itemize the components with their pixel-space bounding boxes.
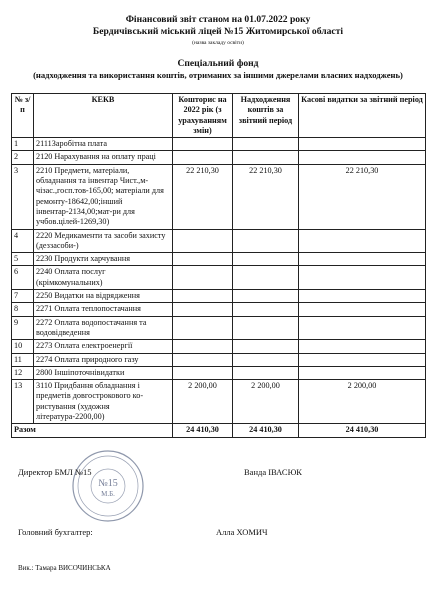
row-budget <box>173 138 233 151</box>
row-kekv: 2111Заробітна плата <box>34 138 173 151</box>
row-receipts <box>233 290 299 303</box>
row-receipts: 22 210,30 <box>233 164 299 229</box>
row-budget <box>173 316 233 340</box>
row-budget <box>173 303 233 316</box>
row-receipts <box>233 151 299 164</box>
total-budget: 24 410,30 <box>173 424 233 437</box>
accountant-title: Головний бухгалтер: <box>18 527 93 537</box>
row-expenses: 22 210,30 <box>299 164 426 229</box>
row-kekv: 2272 Оплата водопостачання та водовідведення <box>34 316 173 340</box>
row-expenses <box>299 316 426 340</box>
row-receipts <box>233 266 299 290</box>
table-row <box>12 303 426 316</box>
table-row <box>12 366 426 379</box>
stamp-center-text: №15 <box>98 478 118 489</box>
school-name: Бердичівський міський ліцей №15 Житомирської області <box>92 26 344 37</box>
table-row <box>12 266 426 290</box>
row-receipts: 2 200,00 <box>233 380 299 424</box>
row-budget: 22 210,30 <box>173 164 233 229</box>
row-receipts <box>233 303 299 316</box>
table-row <box>12 316 426 340</box>
row-kekv: 2230 Продукти харчування <box>34 253 173 266</box>
row-budget <box>173 266 233 290</box>
table-header-row <box>12 94 426 138</box>
row-expenses <box>299 253 426 266</box>
table-row <box>12 290 426 303</box>
total-row <box>12 424 426 437</box>
header-budget: Кошторис на 2022 рік (з урахуванням змін) <box>173 94 233 138</box>
row-no: 8 <box>12 303 34 316</box>
table-row <box>12 138 426 151</box>
row-no: 5 <box>12 253 34 266</box>
row-kekv: 3110 Придбання обладнання і предметів довгострокового ко-ристування (художня література-2200,00) <box>34 380 173 424</box>
official-stamp <box>70 448 146 524</box>
row-no: 9 <box>12 316 34 340</box>
row-expenses: 2 200,00 <box>299 380 426 424</box>
row-budget <box>173 353 233 366</box>
row-expenses <box>299 151 426 164</box>
table-row <box>12 353 426 366</box>
total-receipts: 24 410,30 <box>233 424 299 437</box>
total-expenses: 24 410,30 <box>299 424 426 437</box>
executor-note: Вик.: Тамара ВИСОЧИНСЬКА <box>18 564 111 572</box>
row-budget <box>173 229 233 253</box>
row-budget <box>173 151 233 164</box>
row-receipts <box>233 253 299 266</box>
row-expenses <box>299 290 426 303</box>
row-receipts <box>233 366 299 379</box>
row-kekv: 2273 Оплата електроенергії <box>34 340 173 353</box>
header-kekv: КЕКВ <box>34 94 173 138</box>
row-no: 11 <box>12 353 34 366</box>
row-receipts <box>233 229 299 253</box>
row-budget <box>173 253 233 266</box>
row-no: 13 <box>12 380 34 424</box>
row-budget: 2 200,00 <box>173 380 233 424</box>
row-kekv: 2800 Іншіпоточнівидатки <box>34 366 173 379</box>
report-table <box>11 93 426 438</box>
row-no: 4 <box>12 229 34 253</box>
row-budget <box>173 340 233 353</box>
header-receipts: Надходження коштів за звітний період <box>233 94 299 138</box>
table-row <box>12 340 426 353</box>
school-name-caption: (назва закладу освіти) <box>192 40 244 46</box>
row-budget <box>173 366 233 379</box>
row-kekv: 2220 Медикаменти та засоби захисту (деззасоби-) <box>34 229 173 253</box>
row-no: 10 <box>12 340 34 353</box>
row-expenses <box>299 229 426 253</box>
row-no: 7 <box>12 290 34 303</box>
row-receipts <box>233 353 299 366</box>
row-no: 3 <box>12 164 34 229</box>
header-no: № з/п <box>12 94 34 138</box>
table-row <box>12 253 426 266</box>
row-no: 12 <box>12 366 34 379</box>
row-no: 6 <box>12 266 34 290</box>
row-receipts <box>233 340 299 353</box>
fund-heading: Спеціальний фонд <box>177 58 259 69</box>
row-budget <box>173 290 233 303</box>
row-expenses <box>299 138 426 151</box>
row-kekv: 2210 Предмети, матеріали, обладнання та інвентар Чист.,м-чізас.,госп.тов-165,00; матеріали для ремонту-18642,00;інший інвентар-2134,00;мат-ри для учбов.цілей-1269,30) <box>34 164 173 229</box>
total-label: Разом <box>12 424 173 437</box>
row-expenses <box>299 303 426 316</box>
row-kekv: 2250 Видатки на відрядження <box>34 290 173 303</box>
header-expenses: Касові видатки за звітний період <box>299 94 426 138</box>
accountant-name: Алла ХОМИЧ <box>216 527 268 537</box>
row-expenses <box>299 266 426 290</box>
row-no: 1 <box>12 138 34 151</box>
report-title: Фінансовий звіт станом на 01.07.2022 року <box>125 14 311 25</box>
row-kekv: 2271 Оплата теплопостачання <box>34 303 173 316</box>
row-expenses <box>299 353 426 366</box>
table-row <box>12 229 426 253</box>
stamp-lower-text: М.Б. <box>101 490 115 498</box>
table-row <box>12 380 426 424</box>
director-title: Директор БМЛ №15 <box>18 467 92 477</box>
row-kekv: 2274 Оплата природного газу <box>34 353 173 366</box>
fund-purpose: (надходження та використання коштів, отриманих за іншими джерелами власних надходжень) <box>33 70 403 80</box>
row-expenses <box>299 340 426 353</box>
row-no: 2 <box>12 151 34 164</box>
row-kekv: 2120 Нарахування на оплату праці <box>34 151 173 164</box>
director-name: Ванда ІВАСЮК <box>244 467 302 477</box>
table-row <box>12 164 426 229</box>
row-expenses <box>299 366 426 379</box>
row-receipts <box>233 138 299 151</box>
table-row <box>12 151 426 164</box>
row-receipts <box>233 316 299 340</box>
row-kekv: 2240 Оплата послуг (крімкомунальних) <box>34 266 173 290</box>
